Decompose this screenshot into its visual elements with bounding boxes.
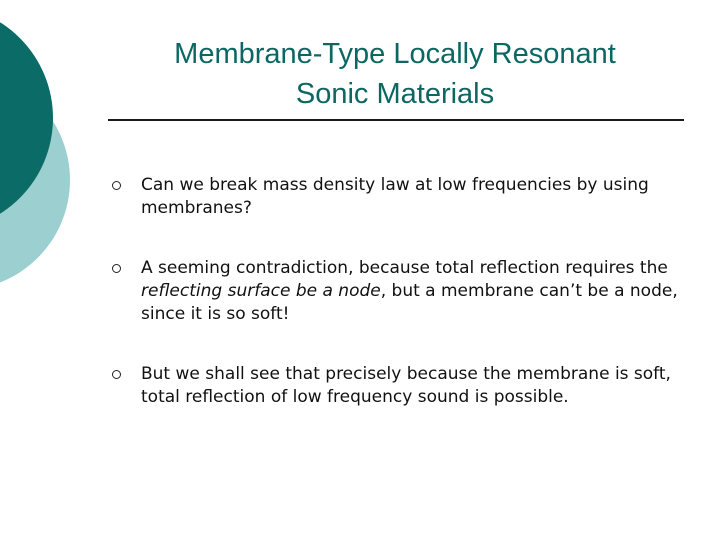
- bullet-list: [112, 174, 682, 409]
- hollow-circle-bullet-icon: [112, 370, 121, 379]
- title-line-1: Membrane-Type Locally Resonant: [174, 38, 616, 70]
- bullet-item-1: [112, 174, 682, 220]
- hollow-circle-bullet-icon: [112, 181, 121, 190]
- bullet-2-emphasis: reflecting surface be a node: [141, 281, 381, 301]
- title-divider: [108, 119, 684, 121]
- bullet-2-text-after: , but a membrane can’t be a node, since it is so soft!: [141, 281, 678, 324]
- bullet-2-text-before: A seeming contradiction, because total reflection requires the: [141, 258, 668, 278]
- bullet-item-3: [112, 363, 682, 409]
- hollow-circle-bullet-icon: [112, 264, 121, 273]
- bullet-1-text: Can we break mass density law at low frequencies by using membranes?: [141, 175, 649, 218]
- title-line-2: Sonic Materials: [295, 78, 495, 110]
- decorative-circles: [0, 0, 120, 300]
- slide-title: [120, 34, 670, 114]
- bullet-3-text: But we shall see that precisely because the membrane is soft, total reflection of low frequency sound is possible.: [141, 364, 671, 407]
- bullet-item-2: [112, 257, 682, 326]
